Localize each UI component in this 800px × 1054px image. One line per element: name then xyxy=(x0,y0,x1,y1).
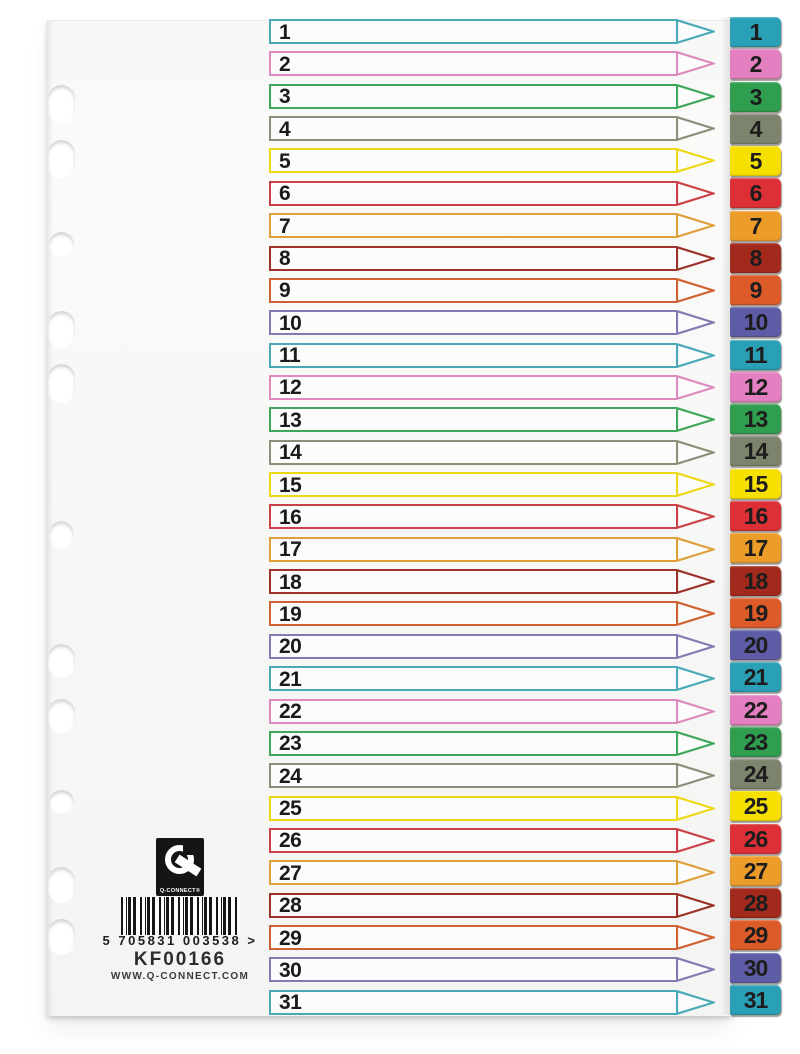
index-tab xyxy=(730,243,781,273)
index-row xyxy=(269,601,715,626)
index-row xyxy=(269,407,715,432)
row-arrow-body xyxy=(269,407,676,432)
row-arrow-body xyxy=(269,504,676,529)
row-number: 29 xyxy=(279,926,302,950)
row-arrow-body xyxy=(269,796,676,821)
row-number: 10 xyxy=(279,311,302,335)
barcode xyxy=(121,897,240,935)
index-tab xyxy=(730,791,781,821)
product-code: KF00166 xyxy=(133,949,227,970)
row-number: 9 xyxy=(279,279,291,303)
row-arrow-body xyxy=(269,310,676,335)
logo-wordmark: Q-CONNECT® xyxy=(159,888,201,894)
arrow-tip-icon xyxy=(676,925,715,950)
index-row xyxy=(269,278,715,303)
row-arrow-body xyxy=(269,925,676,950)
row-arrow-body xyxy=(269,84,676,109)
index-row xyxy=(269,957,715,982)
tab-number: 9 xyxy=(749,277,762,304)
arrow-tip-icon xyxy=(676,148,715,173)
row-number: 8 xyxy=(279,247,291,271)
tab-number: 19 xyxy=(743,599,768,626)
tab-number: 11 xyxy=(744,341,767,368)
row-number: 18 xyxy=(279,570,302,594)
arrow-tip-icon xyxy=(676,116,715,141)
tab-number: 1 xyxy=(749,19,762,45)
row-arrow-body xyxy=(269,343,676,368)
index-tab xyxy=(730,307,781,337)
tab-number: 29 xyxy=(743,922,768,949)
index-row xyxy=(269,731,715,756)
tab-number: 8 xyxy=(749,244,762,271)
punch-hole xyxy=(48,85,75,123)
arrow-tip-icon xyxy=(676,375,715,400)
row-number: 26 xyxy=(279,829,302,853)
tab-number: 23 xyxy=(743,728,768,755)
arrow-tip-icon xyxy=(676,343,715,368)
brand-block xyxy=(102,838,258,982)
row-arrow-body xyxy=(269,116,676,141)
index-tab xyxy=(730,953,781,983)
tab-number: 31 xyxy=(743,986,768,1013)
index-row xyxy=(269,569,715,594)
row-arrow-body xyxy=(269,213,676,238)
tab-number: 30 xyxy=(743,954,768,981)
arrow-tip-icon xyxy=(676,213,715,238)
row-arrow-body xyxy=(269,860,676,885)
row-arrow-body xyxy=(269,634,676,659)
index-row xyxy=(269,699,715,724)
index-row xyxy=(269,796,715,821)
arrow-tip-icon xyxy=(676,957,715,982)
barcode-digits: 5 705831 003538 > xyxy=(102,933,258,948)
row-number: 16 xyxy=(279,505,302,529)
index-row xyxy=(269,537,715,562)
row-number: 6 xyxy=(279,182,291,206)
row-number: 20 xyxy=(279,635,302,659)
punch-hole xyxy=(49,521,74,549)
index-row xyxy=(269,440,715,465)
row-number: 3 xyxy=(279,85,291,109)
index-row xyxy=(269,472,715,497)
tab-number: 17 xyxy=(743,535,768,562)
tab-number: 13 xyxy=(743,406,768,433)
row-number: 17 xyxy=(279,538,302,562)
index-tab xyxy=(730,469,781,499)
row-arrow-body xyxy=(269,375,676,400)
row-number: 1 xyxy=(279,20,291,44)
punch-hole xyxy=(48,140,75,178)
arrow-tip-icon xyxy=(676,440,715,465)
tab-number: 20 xyxy=(743,632,768,659)
row-arrow-body xyxy=(269,990,676,1015)
arrow-tip-icon xyxy=(676,84,715,109)
row-arrow-body xyxy=(269,51,676,76)
row-number: 15 xyxy=(279,473,302,497)
row-arrow-body xyxy=(269,731,676,756)
row-number: 31 xyxy=(279,991,302,1015)
arrow-tip-icon xyxy=(676,860,715,885)
row-number: 25 xyxy=(279,797,302,821)
index-tab xyxy=(730,146,781,176)
arrow-tip-icon xyxy=(676,19,715,44)
tab-column xyxy=(730,17,781,1015)
arrow-tip-icon xyxy=(676,51,715,76)
index-row xyxy=(269,181,715,206)
index-tab xyxy=(730,114,781,144)
website-url: WWW.Q-CONNECT.COM xyxy=(110,971,250,982)
tab-number: 12 xyxy=(743,373,768,400)
row-number: 12 xyxy=(279,376,302,400)
tab-number: 27 xyxy=(743,857,768,884)
punch-hole xyxy=(49,790,74,813)
punch-hole xyxy=(49,232,74,257)
index-tab xyxy=(730,985,781,1015)
tab-number: 3 xyxy=(749,83,762,110)
punch-hole xyxy=(48,867,75,903)
index-tab xyxy=(730,340,781,370)
tab-number: 22 xyxy=(743,696,768,723)
punch-hole xyxy=(48,364,75,403)
tab-number: 14 xyxy=(743,438,768,465)
arrow-tip-icon xyxy=(676,828,715,853)
tab-number: 5 xyxy=(749,148,762,175)
index-tab xyxy=(730,630,781,660)
arrow-tip-icon xyxy=(676,796,715,821)
index-tab xyxy=(730,372,781,402)
index-row xyxy=(269,246,715,271)
arrow-tip-icon xyxy=(676,504,715,529)
row-arrow-body xyxy=(269,763,676,788)
row-list xyxy=(269,19,715,1015)
punch-hole xyxy=(48,699,75,733)
row-arrow-body xyxy=(269,569,676,594)
row-number: 19 xyxy=(279,602,302,626)
tab-number: 28 xyxy=(743,890,768,917)
tab-number: 25 xyxy=(743,793,768,820)
tab-number: 2 xyxy=(749,51,762,78)
row-arrow-body xyxy=(269,666,676,691)
index-tab xyxy=(730,695,781,725)
tab-number: 16 xyxy=(743,502,768,529)
index-row xyxy=(269,148,715,173)
row-number: 7 xyxy=(279,214,291,238)
row-arrow-body xyxy=(269,472,676,497)
row-arrow-body xyxy=(269,181,676,206)
tab-number: 4 xyxy=(749,115,762,142)
q-connect-logo-icon xyxy=(156,838,204,896)
row-arrow-body xyxy=(269,828,676,853)
index-row xyxy=(269,51,715,76)
row-number: 30 xyxy=(279,958,302,982)
tab-number: 18 xyxy=(743,567,768,594)
index-row xyxy=(269,504,715,529)
row-arrow-body xyxy=(269,19,676,44)
row-number: 13 xyxy=(279,408,302,432)
arrow-tip-icon xyxy=(676,278,715,303)
index-tab xyxy=(730,49,781,79)
index-row xyxy=(269,375,715,400)
index-row xyxy=(269,763,715,788)
index-tab xyxy=(730,436,781,466)
index-tab xyxy=(730,275,781,305)
index-tab xyxy=(730,759,781,789)
row-number: 14 xyxy=(279,441,302,465)
tab-number: 26 xyxy=(743,825,768,852)
row-arrow-body xyxy=(269,957,676,982)
index-tab xyxy=(730,920,781,950)
tab-number: 24 xyxy=(743,761,768,788)
index-row xyxy=(269,213,715,238)
row-arrow-body xyxy=(269,699,676,724)
index-row xyxy=(269,666,715,691)
index-tab xyxy=(730,501,781,531)
arrow-tip-icon xyxy=(676,893,715,918)
index-row xyxy=(269,893,715,918)
punch-hole xyxy=(48,311,75,348)
arrow-tip-icon xyxy=(676,634,715,659)
arrow-tip-icon xyxy=(676,181,715,206)
index-row xyxy=(269,343,715,368)
row-number: 24 xyxy=(279,764,302,788)
arrow-tip-icon xyxy=(676,990,715,1015)
punch-hole xyxy=(48,644,75,678)
row-arrow-body xyxy=(269,440,676,465)
row-number: 22 xyxy=(279,700,302,724)
index-tab xyxy=(730,662,781,692)
arrow-tip-icon xyxy=(676,731,715,756)
index-tab xyxy=(730,404,781,434)
arrow-tip-icon xyxy=(676,246,715,271)
arrow-tip-icon xyxy=(676,537,715,562)
row-arrow-body xyxy=(269,893,676,918)
index-tab xyxy=(730,533,781,563)
index-row xyxy=(269,828,715,853)
row-number: 23 xyxy=(279,732,302,756)
tab-number: 15 xyxy=(743,470,768,497)
index-tab xyxy=(730,598,781,628)
row-number: 2 xyxy=(279,52,291,76)
index-row xyxy=(269,116,715,141)
index-tab xyxy=(730,82,781,112)
arrow-tip-icon xyxy=(676,763,715,788)
row-arrow-body xyxy=(269,246,676,271)
index-row xyxy=(269,990,715,1015)
tab-number: 7 xyxy=(749,212,762,239)
tab-number: 10 xyxy=(743,309,768,336)
index-tab xyxy=(730,566,781,596)
index-row xyxy=(269,84,715,109)
row-number: 21 xyxy=(279,667,302,691)
row-number: 4 xyxy=(279,117,291,141)
row-arrow-body xyxy=(269,537,676,562)
arrow-tip-icon xyxy=(676,310,715,335)
arrow-tip-icon xyxy=(676,407,715,432)
index-tab xyxy=(730,824,781,854)
index-row xyxy=(269,19,715,44)
index-row xyxy=(269,925,715,950)
index-tab xyxy=(730,856,781,886)
index-row xyxy=(269,310,715,335)
tab-number: 21 xyxy=(743,664,768,691)
arrow-tip-icon xyxy=(676,699,715,724)
index-tab xyxy=(730,888,781,918)
arrow-tip-icon xyxy=(676,569,715,594)
logo-q-notch xyxy=(183,841,197,855)
row-arrow-body xyxy=(269,601,676,626)
row-number: 11 xyxy=(279,344,301,368)
index-row xyxy=(269,634,715,659)
row-number: 5 xyxy=(279,149,291,173)
index-tab xyxy=(730,178,781,208)
row-number: 28 xyxy=(279,894,302,918)
row-number: 27 xyxy=(279,861,302,885)
punch-hole xyxy=(48,919,75,955)
arrow-tip-icon xyxy=(676,472,715,497)
arrow-tip-icon xyxy=(676,601,715,626)
arrow-tip-icon xyxy=(676,666,715,691)
row-arrow-body xyxy=(269,148,676,173)
index-row xyxy=(269,860,715,885)
index-tab xyxy=(730,17,781,47)
index-tab xyxy=(730,727,781,757)
tab-number: 6 xyxy=(749,180,762,207)
row-arrow-body xyxy=(269,278,676,303)
index-tab xyxy=(730,211,781,241)
